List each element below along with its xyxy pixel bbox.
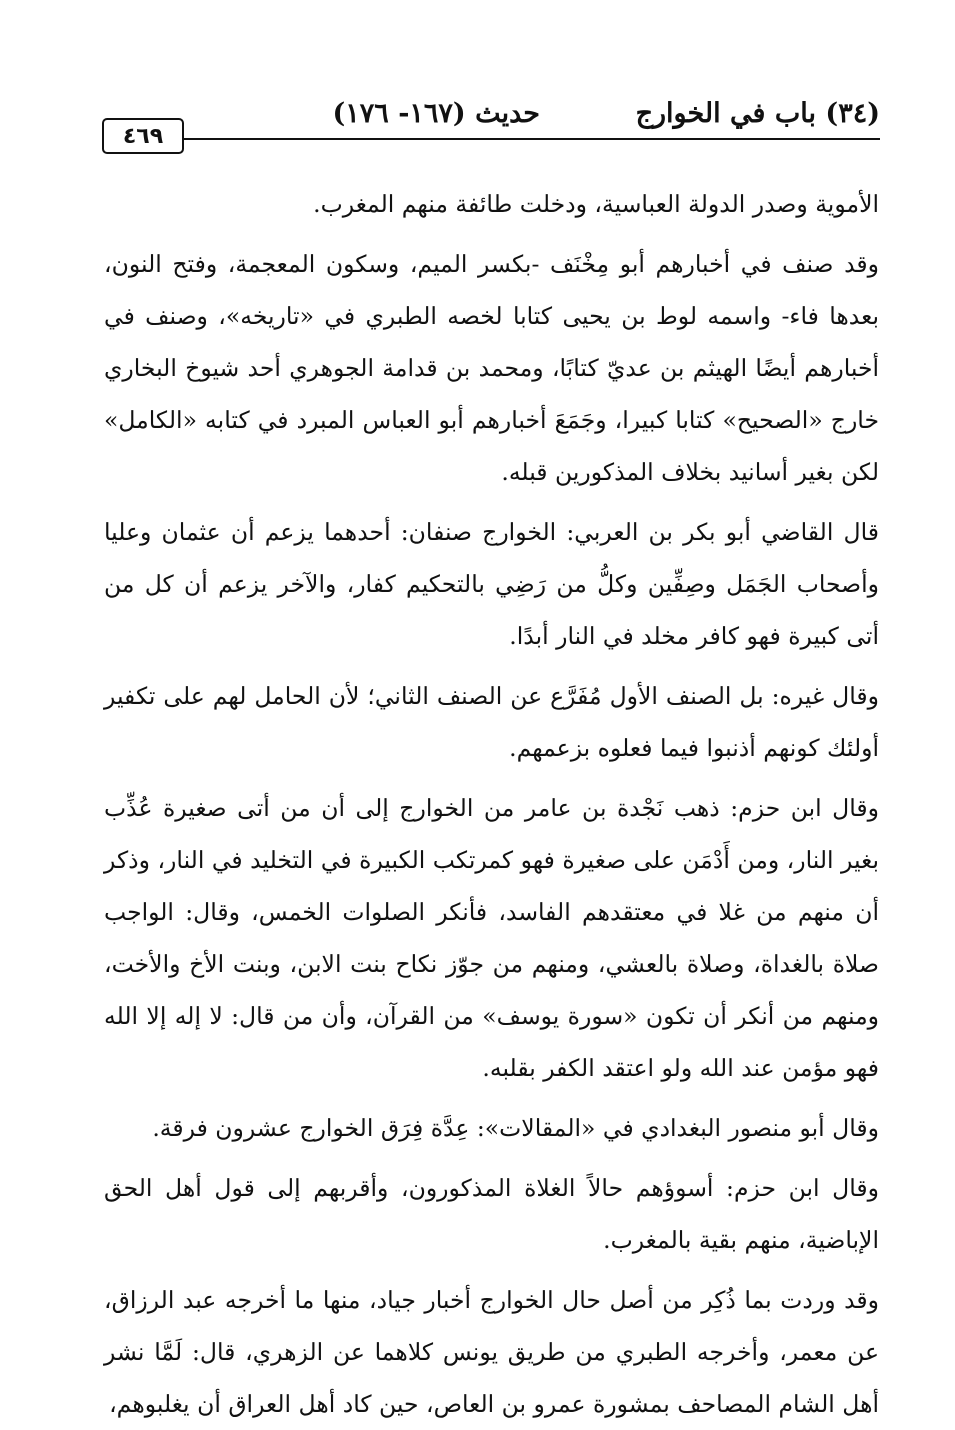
page-number: ٤٦٩	[102, 118, 184, 154]
chapter-title: (٣٤) باب في الخوارج	[635, 98, 880, 129]
hadith-range: حديث (١٦٧- ١٧٦)	[332, 98, 540, 129]
paragraph: وقال أبو منصور البغدادي في «المقالات»: عِدَّة فِرَق الخوارج عشرون فرقة.	[152, 1114, 879, 1142]
paragraph: وقد صنف في أخبارهم أبو مِخْنَف -بكسر الميم، وسكون المعجمة، وفتح النون، بعدها فاء- واسمه لوط بن يحيى كتابا لخصه الطبري في «تاريخه»، وصنف في أخبارهم أيضًا الهيثم بن عديّ كتابًا، ومحمد بن قدامة الجوهري أحد شيوخ البخاري خارج «الصحيح» كتابا كبيرا، وجَمَعَ أخبارهم أبو العباس المبرد في كتابه «الكامل» لكن بغير أسانيد بخلاف المذكورين قبله.	[104, 250, 879, 486]
paragraph: الأموية وصدر الدولة العباسية، ودخلت طائفة منهم المغرب.	[313, 190, 879, 218]
header-divider	[178, 138, 880, 140]
page-header	[100, 88, 880, 158]
paragraph: وقد وردت بما ذُكِر من أصل حال الخوارج أخبار جياد، منها ما أخرجه عبد الرزاق، عن معمر، وأخرجه الطبري من طريق يونس كلاهما عن الزهري، قال: لَمَّا نشر أهل الشام المصاحف بمشورة عمرو بن العاص، حين كاد أهل العراق أن يغلبوهم،	[104, 1286, 879, 1418]
paragraph: وقال ابن حزم: ذهب نَجْدة بن عامر من الخوارج إلى أن من أتى صغيرة عُذِّب بغير النار، ومن أَدْمَن على صغيرة فهو كمرتكب الكبيرة في التخليد في النار، وذكر أن منهم من غلا في معتقدهم الفاسد، فأنكر الصلوات الخمس، وقال: الواجب صلاة بالغداة، وصلاة بالعشي، ومنهم من جوّز نكاح بنت الابن، وبنت الأخ والأخت، ومنهم من أنكر أن تكون «سورة يوسف» من القرآن، وأن من قال: لا إله إلا الله فهو مؤمن عند الله ولو اعتقد الكفر بقلبه.	[104, 794, 879, 1082]
body-text	[104, 178, 879, 1430]
paragraph: وقال ابن حزم: أسوؤهم حالاً الغلاة المذكورون، وأقربهم إلى قول أهل الحق الإباضية، منهم بقية بالمغرب.	[104, 1174, 879, 1254]
paragraph: وقال غيره: بل الصنف الأول مُفَرَّع عن الصنف الثاني؛ لأن الحامل لهم على تكفير أولئك كونهم أذنبوا فيما فعلوه بزعمهم.	[104, 682, 879, 762]
paragraph: قال القاضي أبو بكر بن العربي: الخوارج صنفان: أحدهما يزعم أن عثمان وعليا وأصحاب الجَمَل وصِفِّين وكلُّ من رَضِي بالتحكيم كفار، والآخر يزعم أن كل من أتى كبيرة فهو كافر مخلد في النار أبدًا.	[104, 518, 879, 650]
